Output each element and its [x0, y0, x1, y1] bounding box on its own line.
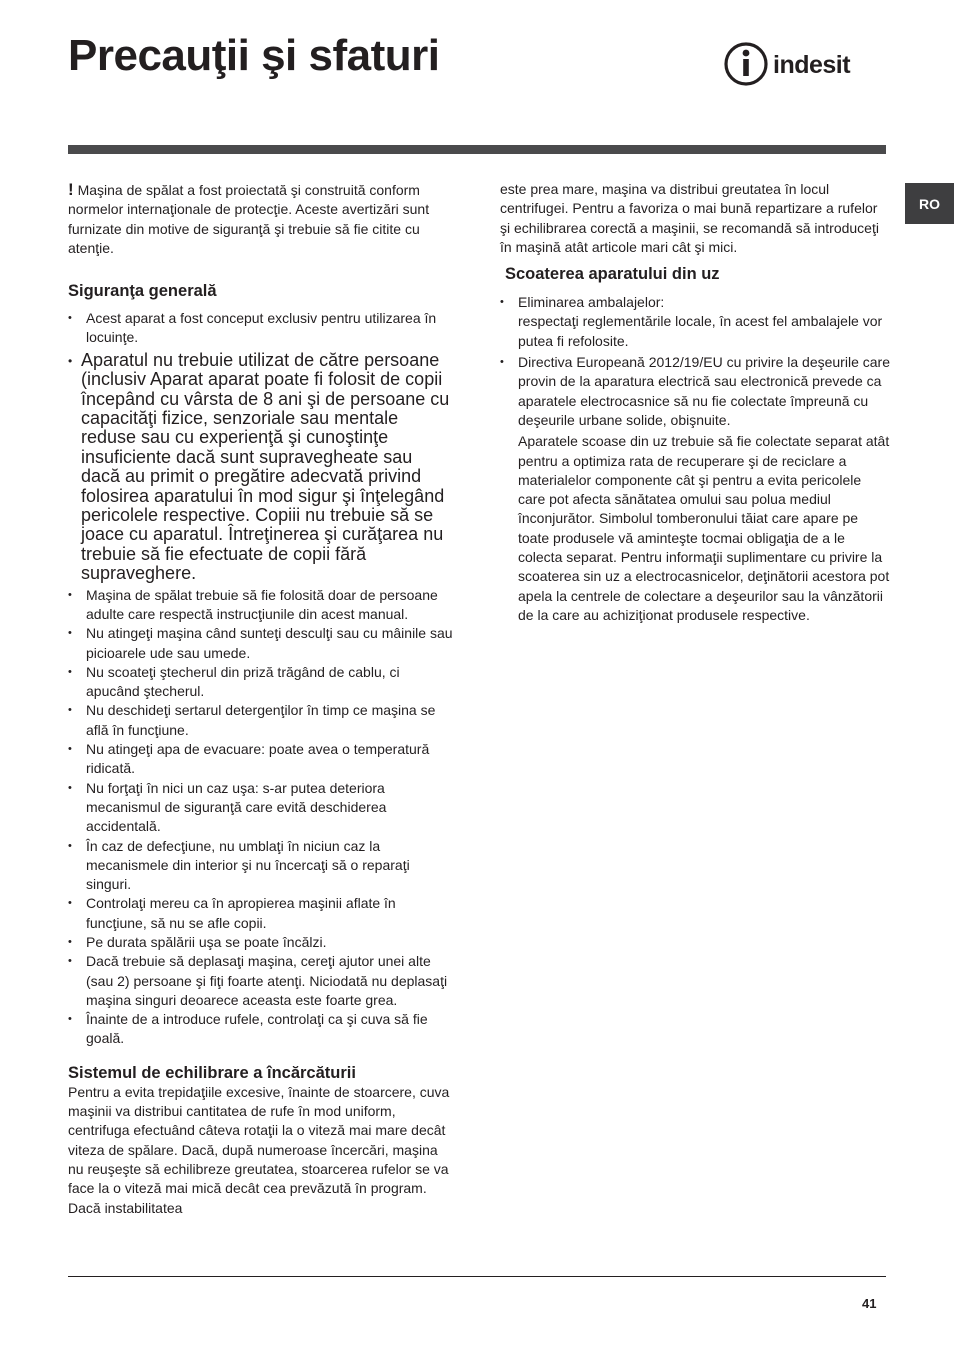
list-item: • Directiva Europeană 2012/19/EU cu privire la deşeurile care provin de la aparatura electrică sau electronică prevede ca aparatele electrocasnice să nu fie colectate împreună cu deşeurile urbane solide, obişnuite.	[500, 353, 890, 430]
list-item: • Nu scoateţi ştecherul din priză trăgând de cablu, ci apucând ştecherul.	[68, 663, 456, 702]
language-tab: RO	[905, 183, 954, 224]
balancing-text: Pentru a evita trepidaţiile excesive, înainte de stoarcere, cuva maşinii va distribui cantitatea de rufe în mod uniform, centrifuga efectuând câteva rotaţii la o viteză mai mare decât viteza de spălare. Dacă, după numeroase încercări, maşina nu reuşeşte să echilibreze greutatea, stoarcerea rufelor se va face la o viteză mai mică decât cea prevăzută în program. Dacă instabilitatea	[68, 1083, 450, 1216]
indesit-logo	[722, 40, 886, 88]
list-item: • Pe durata spălării uşa se poate încălzi.	[68, 933, 456, 952]
disposal-list	[500, 293, 890, 430]
footer-rule	[68, 1276, 886, 1277]
left-column	[68, 180, 456, 1218]
disposal-paragraph: Aparatele scoase din uz trebuie să fie colectate separat atât pentru a optimiza rata de recuperare şi de reciclare a materialelor componente cât şi pentru a evita pericolele care pot afecta sănătatea omului sau polua mediul înconjurător. Simbolul tomberonului tăiat care apare pe toate produsele vă aminteşte tocmai obligaţia de a le colecta separat. Pentru informaţii suplimentare cu privire la scoaterea sin uz a electrocasnicelor, deţinătorii acestora pot apela la centrele de colectare a deşeurilor sau la vânzătorii de la care au achiziţionat produsele respective.	[518, 433, 890, 623]
list-item: • Nu atingeţi maşina când sunteţi desculţi sau cu mâinile sau picioarele ude sau umede.	[68, 624, 456, 663]
list-item: • Controlaţi mereu ca în apropierea maşinii aflate în funcţiune, să nu se afle copii.	[68, 894, 456, 933]
warning-mark: !	[68, 180, 74, 199]
right-column	[500, 180, 890, 625]
page-title: Precauţii şi sfaturi	[68, 31, 440, 80]
list-item: • Aparatul nu trebuie utilizat de către persoane (inclusiv Aparat aparat poate fi folosit de copii începând cu vârsta de 8 ani şi de persoane cu capacităţi fizice, senzoriale sau mentale reduse sau cu experienţă şi cunoştinţe insuficiente dacă sunt supravegheate sau dacă au primit o pregătire adecvată privind folosirea aparatului în mod sigur şi înţelegând pericolele respective. Copiii nu trebuie să se joace cu aparatul. Întreţinerea şi curăţarea nu trebuie să fie efectuate de copii fără supraveghere.	[68, 351, 456, 584]
list-item: • În caz de defecţiune, nu umblaţi în niciun caz la mecanismele din interior şi nu încercaţi să o reparaţi singuri.	[68, 837, 456, 895]
list-item: • Nu atingeţi apa de evacuare: poate avea o temperatură ridicată.	[68, 740, 456, 779]
list-item	[500, 293, 890, 351]
disposal-item-title: • Eliminarea ambalajelor:	[518, 294, 665, 311]
general-safety-heading: Siguranţa generală	[68, 282, 217, 301]
list-item: • Înainte de a introduce rufele, controlaţi ca şi cuva să fie goală.	[68, 1010, 456, 1049]
list-item: • Nu forţaţi în nici un caz uşa: s-ar putea deteriora mecanismul de siguranţă care evită deschiderea accidentală.	[68, 779, 456, 837]
disposal-heading: Scoaterea aparatului din uz	[505, 265, 720, 284]
intro-text: Maşina de spălat a fost proiectată şi construită conform normelor internaţionale de protecţie. Aceste avertizări sunt furnizate din motive de siguranţă şi trebuie să fie citite cu atenţie.	[68, 182, 430, 256]
page-number: 41	[862, 1296, 877, 1311]
list-item: • Nu deschideţi sertarul detergenţilor în timp ce maşina se află în funcţiune.	[68, 701, 456, 740]
balancing-text-continued: este prea mare, maşina va distribui greutatea în locul centrifugei. Pentru a favoriza o mai bună repartizare a rufelor şi echilibrarea corectă a maşinii, se recomandă să introduceţi în maşină atât articole mari cât şi mici.	[500, 181, 879, 255]
balancing-heading: Sistemul de echilibrare a încărcăturii	[68, 1063, 356, 1082]
list-item: • Dacă trebuie să deplasaţi maşina, cereţi ajutor unei alte (sau 2) persoane şi fiţi foarte atenţi. Niciodată nu deplasaţi maşina singuri deoarece aceasta este foarte grea.	[68, 952, 456, 1010]
list-item: • Acest aparat a fost conceput exclusiv pentru utilizarea în locuinţe.	[68, 309, 456, 348]
intro-paragraph	[68, 180, 456, 258]
list-item: • Maşina de spălat trebuie să fie folosită doar de persoane adulte care respectă instrucţiunile din acest manual.	[68, 586, 456, 625]
svg-text:indesit: indesit	[773, 51, 851, 79]
disposal-item-text: respectaţi reglementările locale, în acest fel ambalajele vor putea fi refolosite.	[518, 313, 883, 349]
general-safety-list	[68, 309, 456, 1049]
header-rule	[68, 145, 886, 154]
